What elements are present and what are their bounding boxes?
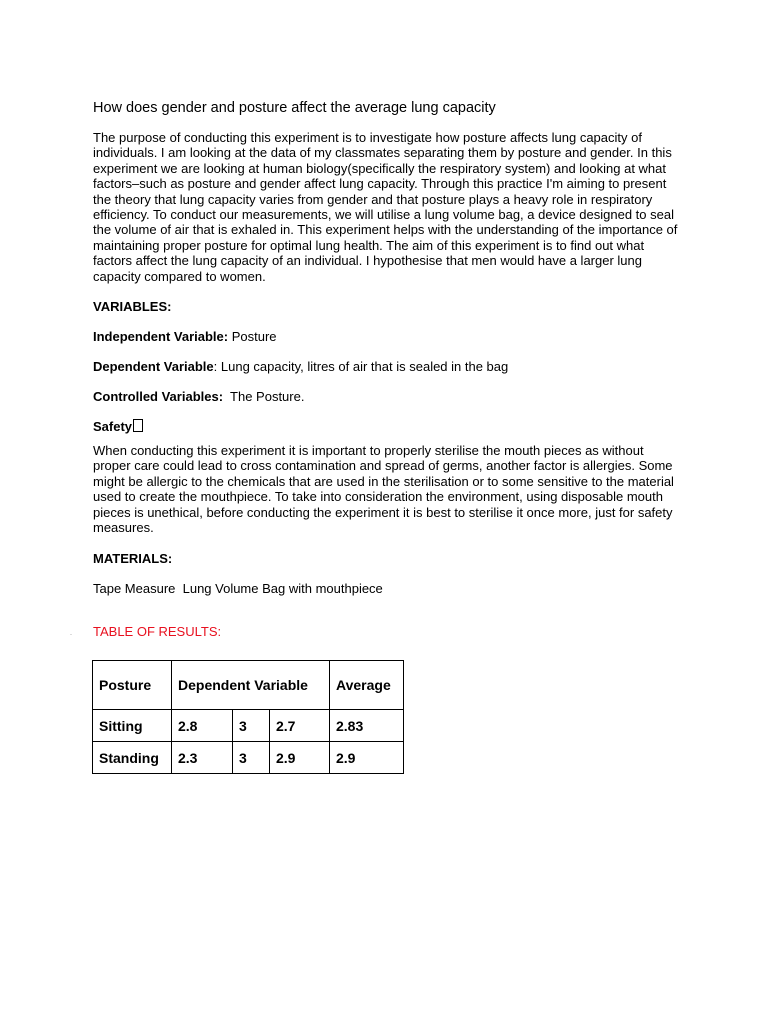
materials-text: Tape Measure Lung Volume Bag with mouthpiece: [93, 580, 383, 596]
controlled-variables-label: Controlled Variables:: [93, 389, 224, 405]
header-dependent-variable: Dependent Variable: [172, 661, 330, 710]
dependent-variable-label: Dependent Variable: [93, 359, 214, 375]
table-header-row: [93, 661, 404, 710]
row-posture: Standing: [93, 742, 172, 774]
row-value-2: 3: [233, 710, 270, 742]
controlled-variables-value: The Posture.: [223, 389, 305, 405]
row-posture: Sitting: [93, 710, 172, 742]
document-title: How does gender and posture affect the average lung capacity: [93, 100, 496, 116]
independent-variable-label: Independent Variable:: [93, 329, 229, 345]
document-page: [93, 100, 683, 652]
row-value-1: 2.3: [172, 742, 233, 774]
row-value-3: 2.7: [270, 710, 330, 742]
safety-heading: Safety: [93, 419, 683, 434]
dependent-variable-value: : Lung capacity, litres of air that is sealed in the bag: [213, 359, 509, 375]
materials-heading: MATERIALS:: [93, 550, 173, 566]
controlled-variables-line: [93, 389, 683, 404]
intro-paragraph: The purpose of conducting this experiment is to investigate how posture affects lung capacity of individuals. I am looking at the data of my classmates separating them by posture and gender. In this experiment we are looking at human biology(specifically the respiratory system) and looking at what factors–such as posture and gender affect lung capacity. Through this practice I'm aiming to present the theory that lung capacity varies from gender and that posture plays a heavy role in respiratory efficiency. To conduct our measurements, we will utilise a lung volume bag, a device designed to seal the volume of air that is exhaled in. This experiment helps with the understanding of the importance of maintaining proper posture for optimal lung health. The aim of this experiment is to find out what factors affect the lung capacity of an individual. I hypothesise that men would have a larger lung capacity compared to women.: [93, 130, 678, 284]
row-average: 2.9: [330, 742, 404, 774]
row-value-1: 2.8: [172, 710, 233, 742]
missing-glyph-icon: [133, 419, 143, 432]
row-value-2: 3: [233, 742, 270, 774]
header-posture: Posture: [93, 661, 172, 710]
row-value-3: 2.9: [270, 742, 330, 774]
table-row: [93, 710, 404, 742]
header-average: Average: [330, 661, 404, 710]
table-row: [93, 742, 404, 774]
variables-heading: VARIABLES:: [93, 299, 172, 315]
results-heading: TABLE OF RESULTS:: [93, 623, 222, 639]
independent-variable-value: Posture: [228, 329, 277, 345]
safety-paragraph: When conducting this experiment it is important to properly sterilise the mouth pieces as without proper care could lead to cross contamination and spread of germs, another factor is allergies. Some might be allergic to the chemicals that are used in the sterilisation or to some sensitive to the material used to create the mouthpiece. To take into consideration the environment, using disposable mouth pieces is unethical, before conducting the experiment it is best to sterilise it once more, just for safety measures.: [93, 443, 674, 536]
independent-variable-line: [93, 329, 683, 344]
stray-dot: ·: [70, 632, 72, 638]
results-table: [92, 660, 404, 774]
dependent-variable-line: [93, 359, 683, 374]
row-average: 2.83: [330, 710, 404, 742]
